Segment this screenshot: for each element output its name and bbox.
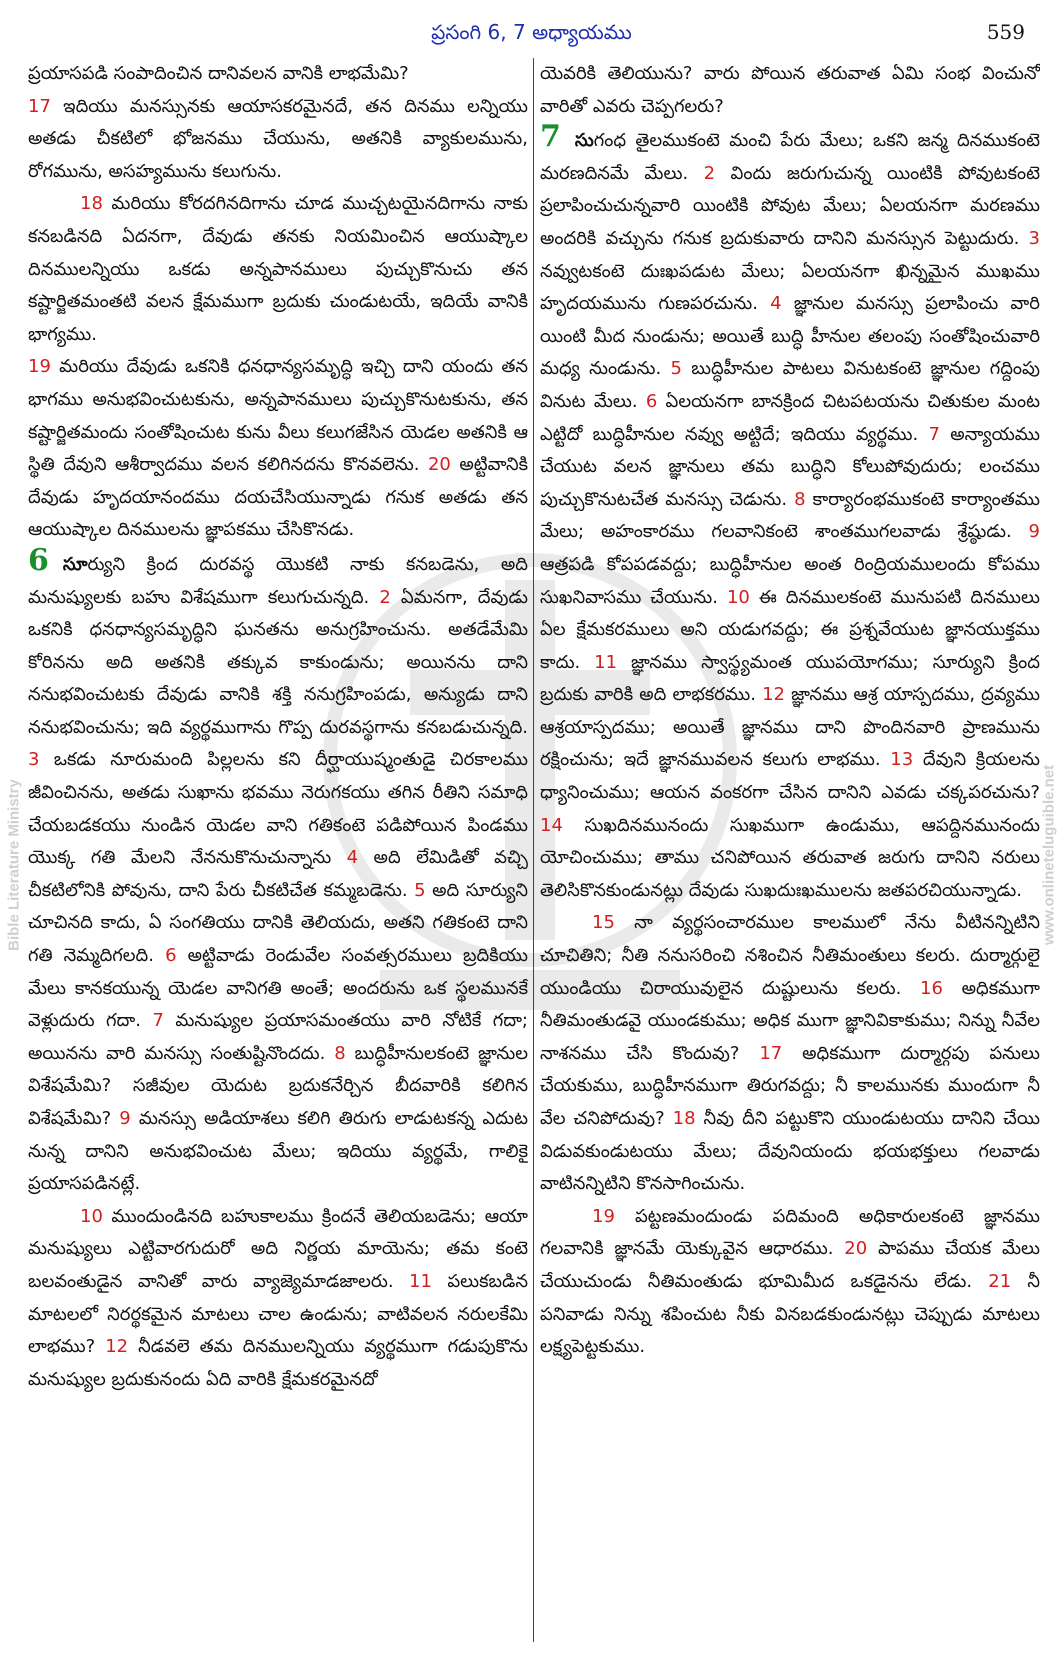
verse-text: యెవరికి తెలియును? వారు పోయిన తరువాత ఏమి సంభ వించునో వారితో ఎవరు చెప్పగలరు? <box>540 63 1040 117</box>
verse-text: ర్యుని క్రింద దురవస్థ యొకటి నాకు కనబడెను, అది మనుష్యులకు బహు విశేషముగా కలుగుచున్నది. <box>28 553 528 608</box>
verse-text: ఈ దినములకంటె మునుపటి దినములు ఏల క్షేమకరములు అని యడుగవద్దు; ఈ ప్రశ్నవేయుట జ్ఞానయుక్తము కాదు. <box>540 586 1040 673</box>
verse-text: దేవుని క్రియలను ధ్యానించుము; ఆయన వంకరగా చేసిన దానిని ఎవడు చక్కపరచును? <box>540 749 1040 804</box>
verse-number: 17 <box>759 1042 783 1064</box>
verse-number: 5 <box>670 358 682 380</box>
verse-number: 20 <box>427 454 451 476</box>
verse-text: బుద్ధిహీనులకంటె జ్ఞానుల విశేషమేమి? సజీవుల యెదుట బ్రదుకనేర్చిన బీదవారికి కలిగిన విశేషమేమి? <box>28 1042 528 1129</box>
left-column <box>28 58 528 1642</box>
verse-number: 18 <box>80 193 103 215</box>
verse-number: 19 <box>28 356 51 378</box>
chapter-first-syllable: సు <box>574 130 594 152</box>
verse-number: 10 <box>80 1205 103 1227</box>
verse-text: నవ్వుటకంటె దుఃఖపడుట మేలు; ఏలయనగా ఖిన్నమైన ముఖము హృదయమును గుణపరచును. <box>540 260 1040 315</box>
verse-text: ఏలయనగా బానక్రింద చిటపటయను చితుకుల మంట ఎట్టిదో బుద్ధిహీనుల నవ్వు అట్టిదే; ఇదియు వ్యర్థము. <box>540 390 1040 445</box>
verse-number: 6 <box>165 945 177 967</box>
verse-text: అధికముగా దుర్మార్గపు పనులు చేయకుము, బుద్ధిహీనముగా తిరుగవద్దు; నీ కాలమునకు ముందుగా నీ వేల చనిపోదువు? <box>540 1042 1040 1129</box>
verse-text: నీ పనివాడు నిన్ను శపించుట నీకు వినబడకుండునట్లు చెప్పుడు మాటలు లక్ష్యపెట్టకుము. <box>540 1270 1040 1358</box>
verse-number: 7 <box>928 423 940 445</box>
verse-number: 9 <box>119 1108 131 1129</box>
verse-number: 7 <box>152 1010 164 1032</box>
verse-paragraph <box>28 58 528 91</box>
verse-paragraph <box>28 351 528 547</box>
verse-text: ఏమనగా, దేవుడు ఒకనికి ధనధాన్యసమృద్ధిని ఘనతను అనుగ్రహించును. అతడేమేమి కోరినను అది అతనికి తక్కువ కాకుండును; అయినను దాని ననుభవించుటకు దేవుడు వానికి శక్తి ననుగ్రహింపడు, అన్యుడు దాని ననుభవించును; ఇది వ్యర్థముగాను గొప్ప దురవస్థగాను కనబడుచున్నది. <box>28 586 528 738</box>
verse-number: 2 <box>703 162 716 184</box>
verse-text: పట్టణమందుండు పదిమంది అధికారులకంటె జ్ఞానము గలవానికి జ్ఞానమే యెక్కువైన ఆధారము. <box>540 1205 1040 1260</box>
verse-text: అట్టివాడు రెండువేల సంవత్సరములు బ్రదికియు మేలు కానకయున్న యెడల వానిగతి అంతే; అందరును ఒక స్థలమునకే వెళ్లుదురు గదా. <box>28 945 528 1032</box>
side-watermark-left: Bible Literature Ministry <box>5 779 23 951</box>
verse-text: పాపము చేయక మేలు చేయుచుండు నీతిమంతుడు భూమిమీద ఒకడైనను లేడు. <box>540 1238 1040 1292</box>
column-divider <box>533 58 534 1642</box>
verse-text: నీవు దీని పట్టుకొని యుండుటయు దానిని చేయి విడువకుండుటయు మేలు; దేవునియందు భయభక్తులు గలవాడు వాటినన్నిటిని కొనసాగించును. <box>540 1108 1040 1195</box>
verse-text: అన్యాయము చేయుట వలన జ్ఞానులు తమ బుద్ధిని కోలుపోవుదురు; లంచము పుచ్చుకొనుటచేత మనస్సు చెడును. <box>540 423 1040 510</box>
verse-paragraph <box>28 542 528 1201</box>
verse-text: కార్యారంభముకంటె కార్యాంతము మేలు; అహంకారము గలవానికంటె శాంతముగలవాడు శ్రేష్ఠుడు. <box>540 488 1040 543</box>
verse-text: విందు జరుగుచున్న యింటికి పోవుటకంటె ప్రలాపించుచున్నవారి యింటికి పోవుట మేలు; ఏలయనగా మరణము అందరికి వచ్చును గనుక బ్రదుకువారు దానిని మనస్సున పెట్టుదురు. <box>540 162 1040 249</box>
verse-number: 14 <box>540 814 563 836</box>
verse-text: బుద్ధిహీనుల పాటలు వినుటకంటె జ్ఞానుల గద్దింపు వినుట మేలు. <box>540 358 1040 412</box>
verse-text: అధికముగా నీతిమంతుడవై యుండకుము; అధిక ముగా జ్ఞానివికాకుము; నిన్ను నీవేల నాశనము చేసి కొందువు? <box>540 977 1040 1064</box>
verse-paragraph <box>540 907 1040 1200</box>
verse-text: పలుకబడిన మాటలలో నిరర్థకమైన మాటలు చాల ఉండును; వాటివలన నరులకేమి లాభము? <box>28 1270 528 1358</box>
verse-number: 19 <box>592 1205 615 1227</box>
page-header <box>0 14 1063 54</box>
verse-number: 4 <box>346 847 359 869</box>
verse-text: జ్ఞానము ఆశ్ర యాస్పదము, ద్రవ్యము ఆశ్రయాస్పదము; అయితే జ్ఞానము దాని పొందినవారి ప్రాణమును రక్షించును; ఇదే జ్ఞానమువలన కలుగు లాభము. <box>540 684 1040 771</box>
page-number: 559 <box>986 20 1025 44</box>
verse-number: 8 <box>334 1042 346 1064</box>
verse-text: మరియు దేవుడు ఒకనికి ధనధాన్యసమృద్ధి ఇచ్చి దాని యందు తన భాగము అనుభవించుటకును, అన్నపానములు పుచ్చుకొనుటకును, తన కష్టార్జితమందు సంతోషించుట కును వీలు కలుగజేసిన యెడల అతనికి ఆ స్థితి దేవుని ఆశీర్వాదము వలన కలిగినదను కొనవలెను. <box>28 356 528 476</box>
verse-number: 6 <box>645 390 658 412</box>
verse-text: సుఖదినమునందు సుఖముగా ఉండుము, ఆపద్దినమునందు యోచించుము; తాము చనిపోయిన తరువాత జరుగు దానిని నరులు తెలిసికొనకుండునట్లు దేవుడు సుఖదుఃఖములను జతపరచియున్నాడు. <box>540 814 1040 901</box>
verse-number: 2 <box>379 586 391 608</box>
verse-number: 9 <box>1028 521 1040 543</box>
verse-number: 16 <box>920 977 943 999</box>
verse-number: 8 <box>794 488 806 510</box>
verse-number: 11 <box>594 651 618 673</box>
chapter-number: 7 <box>540 119 561 155</box>
verse-text: నీడవలె తమ దినములన్నియు వ్యర్థముగా గడుపుకొను మనుష్యుల బ్రదుకునందు ఏది వారికి క్షేమకరమైనదో <box>28 1336 528 1390</box>
chapter-first-syllable: సూ <box>62 553 88 575</box>
verse-text: గంధ తైలముకంటె మంచి పేరు మేలు; ఒకని జన్మ దినముకంటె మరణదినమే మేలు. <box>540 130 1040 184</box>
verse-number: 20 <box>844 1238 868 1260</box>
verse-number: 21 <box>988 1270 1012 1292</box>
verse-paragraph <box>540 1201 1040 1364</box>
verse-number: 3 <box>1028 227 1040 249</box>
verse-number: 13 <box>890 749 914 771</box>
verse-number: 17 <box>28 95 51 117</box>
verse-number: 5 <box>414 879 426 901</box>
verse-paragraph <box>28 91 528 189</box>
page-title: ప్రసంగి 6, 7 అధ్యాయము <box>431 20 632 44</box>
verse-text: జ్ఞానము స్వాస్థ్యమంత యుపయోగము; సూర్యుని క్రింద బ్రదుకు వారికి అది లాభకరము. <box>540 651 1040 706</box>
verse-paragraph <box>28 188 528 351</box>
verse-number: 12 <box>105 1336 129 1358</box>
verse-number: 4 <box>770 293 782 315</box>
verse-text: ఇదియు మనస్సునకు ఆయాసకరమైనదే, తన దినము లన్నియు అతడు చీకటిలో భోజనము చేయును, అతనికి వ్యాకులమును, రోగమును, అసహ్యమును కలుగును. <box>28 95 528 182</box>
side-watermark-right: www.onlineteluguible.net <box>1040 764 1058 946</box>
verse-number: 3 <box>28 749 40 771</box>
verse-text: జ్ఞానుల మనస్సు ప్రలాపించు వారి యింటి మీద నుండును; అయితే బుద్ధి హీనుల తలంపు సంతోషించువారి మధ్య నుండును. <box>540 293 1040 380</box>
verse-text: మరియు కోరదగినదిగాను చూడ ముచ్చటయైనదిగాను నాకు కనబడినది ఏదనగా, దేవుడు తనకు నియమించిన ఆయుష్కాల దినములన్నియు ఒకడు అన్నపానములు పుచ్చుకొనుచు తన కష్టార్జితమంతటి వలన క్షేమముగా బ్రదుకు చుండుటయే, ఇదియే వానికి భాగ్యము. <box>28 193 528 345</box>
verse-text: అది లేమిడితో వచ్చి చీకటిలోనికి పోవును, దాని పేరు చీకటిచేత కమ్మబడెను. <box>28 847 528 901</box>
right-column <box>540 58 1040 1642</box>
verse-text: నా వ్యర్థసంచారముల కాలములో నేను వీటినన్నిటిని చూచితిని; నీతి ననుసరించి నశించిన నీతిమంతులు కలరు. దుర్మార్గులై యుండియు చిరాయువులైన దుష్టులును కలరు. <box>540 912 1040 999</box>
chapter-number: 6 <box>28 542 49 578</box>
verse-text: అట్టివానికి దేవుడు హృదయానందము దయచేసియున్నాడు గనుక అతడు తన ఆయుష్కాల దినములను జ్ఞాపకము చేసికొనడు. <box>28 454 528 541</box>
verse-text: ఒకడు నూరుమంది పిల్లలను కని దీర్ఘాయుష్మంతుడై చిరకాలము జీవించినను, అతడు సుఖాను భవము నెరుగకయు తగిన రీతిని సమాధి చేయబడకయు నుండిన యెడల వాని గతికంటె పడిపోయిన పిండము యొక్క గతి మేలని నేననుకొనుచున్నాను <box>28 749 528 869</box>
verse-number: 18 <box>672 1108 696 1129</box>
verse-text: మనుష్యుల ప్రయాసమంతయు వారి నోటికే గదా; అయినను వారి మనస్సు సంతుష్టినొందదు. <box>28 1010 528 1064</box>
verse-number: 11 <box>409 1270 432 1292</box>
verse-text: మనస్సు అడియాశలు కలిగి తిరుగు లాడుటకన్న ఎదుట నున్న దానిని అనుభవించుట మేలు; ఇదియు వ్యర్థమే, గాలికై ప్రయాసపడినట్లే. <box>28 1108 528 1195</box>
verse-paragraph <box>28 1201 528 1397</box>
verse-number: 10 <box>726 586 750 608</box>
verse-paragraph <box>540 58 1040 123</box>
verse-number: 12 <box>762 684 785 706</box>
verse-paragraph <box>540 119 1040 907</box>
verse-text: ప్రయాసపడి సంపాదించిన దానివలన వానికి లాభమేమి? <box>28 63 409 84</box>
verse-text: ఆత్రపడి కోపపడవద్దు; బుద్ధిహీనుల అంత రింద్రియములందు కోపము సుఖనివాసము చేయును. <box>540 553 1040 608</box>
verse-text: అది సూర్యుని చూచినది కాదు, ఏ సంగతియు దానికి తెలియదు, అతని గతికంటె దాని గతి నెమ్మదిగలది. <box>28 879 528 967</box>
verse-text: ముందుండినది బహుకాలము క్రిందనే తెలియబడెను; ఆయా మనుష్యులు ఎట్టివారగుదురో అది నిర్ణయ మాయెను; తమ కంటె బలవంతుడైన వానితో వారు వ్యాజ్యెమాడజాలరు. <box>28 1205 528 1292</box>
verse-number: 15 <box>592 912 615 934</box>
